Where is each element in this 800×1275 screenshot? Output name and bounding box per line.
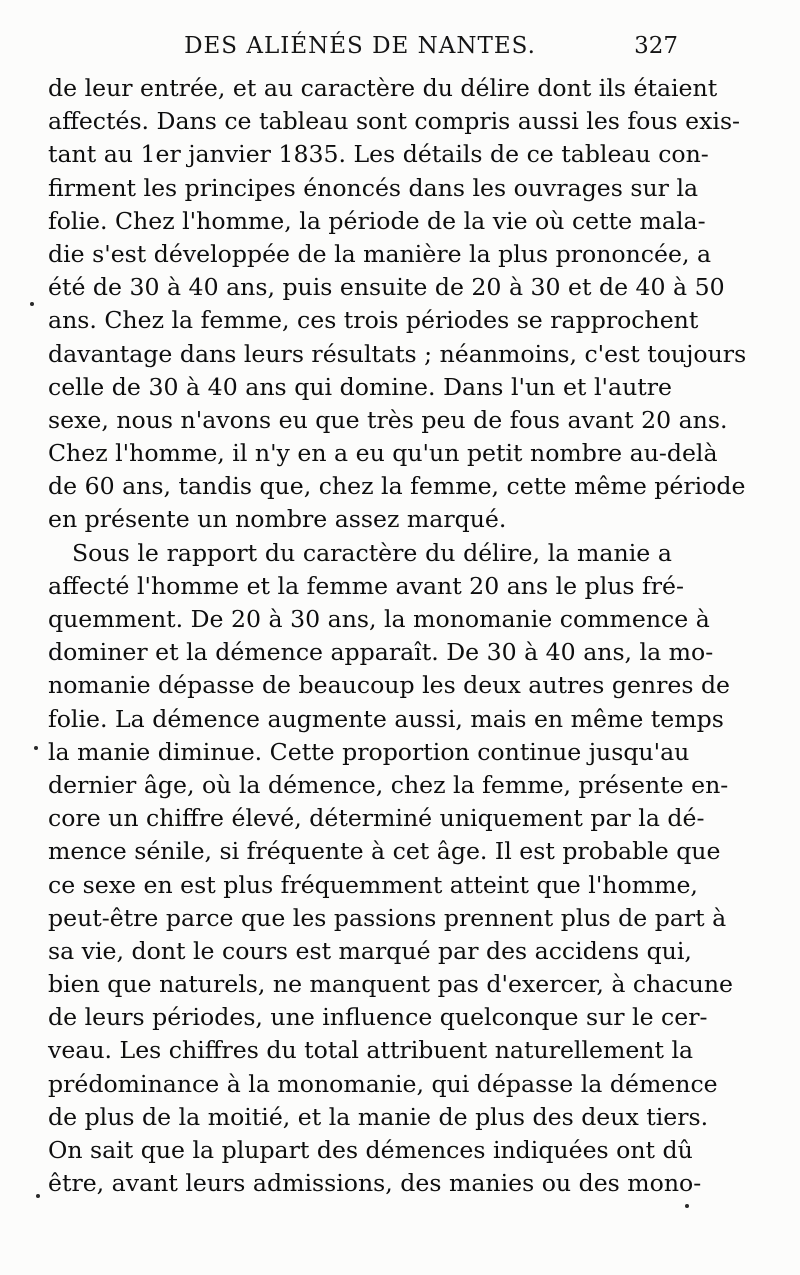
text-line: été de 30 à 40 ans, puis ensuite de 20 à 30 et de 40 à 50 [48, 273, 725, 302]
text-line: affecté l'homme et la femme avant 20 ans le plus fré- [48, 571, 684, 600]
text-line: affectés. Dans ce tableau sont compris aussi les fous exis- [48, 107, 741, 136]
print-speck [30, 302, 34, 306]
text-line: Sous le rapport du caractère du délire, la manie a [72, 538, 672, 567]
text-line: folie. La démence augmente aussi, mais en même temps [48, 704, 724, 733]
print-speck [34, 746, 38, 750]
text-line: die s'est développée de la manière la plus prononcée, a [48, 239, 712, 268]
text-line: On sait que la plupart des démences indiquées ont dû [48, 1136, 693, 1164]
body-text [48, 72, 747, 1200]
print-speck [36, 1194, 40, 1198]
text-line: core un chiffre élevé, déterminé uniquement par la dé- [48, 804, 705, 833]
running-head [48, 28, 678, 68]
text-line: dominer et la démence apparaît. De 30 à 40 ans, la mo- [48, 638, 714, 667]
text-line: être, avant leurs admissions, des manies ou des mono- [48, 1169, 702, 1198]
text-line: en présente un nombre assez marqué. [48, 505, 507, 534]
print-speck [685, 1204, 689, 1208]
text-line: quemment. De 20 à 30 ans, la monomanie commence à [48, 605, 710, 633]
text-line: nomanie dépasse de beaucoup les deux autres genres de [48, 671, 731, 700]
text-line: sexe, nous n'avons eu que très peu de fous avant 20 ans. [48, 405, 728, 434]
text-line: prédominance à la monomanie, qui dépasse la démence [48, 1069, 718, 1098]
page-number: 327 [634, 33, 678, 59]
text-line: ans. Chez la femme, ces trois périodes se rapprochent [48, 306, 699, 335]
text-line: bien que naturels, ne manquent pas d'exercer, à chacune [48, 970, 733, 999]
text-line: mence sénile, si fréquente à cet âge. Il est probable que [48, 837, 721, 866]
text-line: davantage dans leurs résultats ; néanmoins, c'est toujours [48, 339, 747, 368]
text-line: tant au 1er janvier 1835. Les détails de ce tableau con- [48, 140, 709, 169]
text-line: de plus de la moitié, et la manie de plus des deux tiers. [48, 1102, 709, 1131]
text-line: veau. Les chiffres du total attribuent naturellement la [48, 1036, 694, 1065]
running-title: DES ALIÉNÉS DE NANTES. [184, 33, 536, 59]
text-line: folie. Chez l'homme, la période de la vie où cette mala- [48, 206, 706, 235]
text-line: de leurs périodes, une influence quelconque sur le cer- [48, 1003, 708, 1032]
text-line: de leur entrée, et au caractère du délire dont ils étaient [48, 74, 718, 102]
text-line: firment les principes énoncés dans les ouvrages sur la [48, 173, 699, 202]
text-line: ce sexe en est plus fréquemment atteint que l'homme, [48, 870, 698, 899]
text-line: celle de 30 à 40 ans qui domine. Dans l'un et l'autre [48, 372, 672, 401]
text-line: la manie diminue. Cette proportion continue jusqu'au [48, 737, 690, 766]
text-line: Chez l'homme, il n'y en a eu qu'un petit nombre au-delà [48, 439, 718, 468]
text-line: dernier âge, où la démence, chez la femme, présente en- [48, 770, 729, 799]
text-line: sa vie, dont le cours est marqué par des accidens qui, [48, 936, 692, 965]
text-line: peut-être parce que les passions prennent plus de part à [48, 903, 727, 932]
text-line: de 60 ans, tandis que, chez la femme, cette même période [48, 472, 746, 501]
